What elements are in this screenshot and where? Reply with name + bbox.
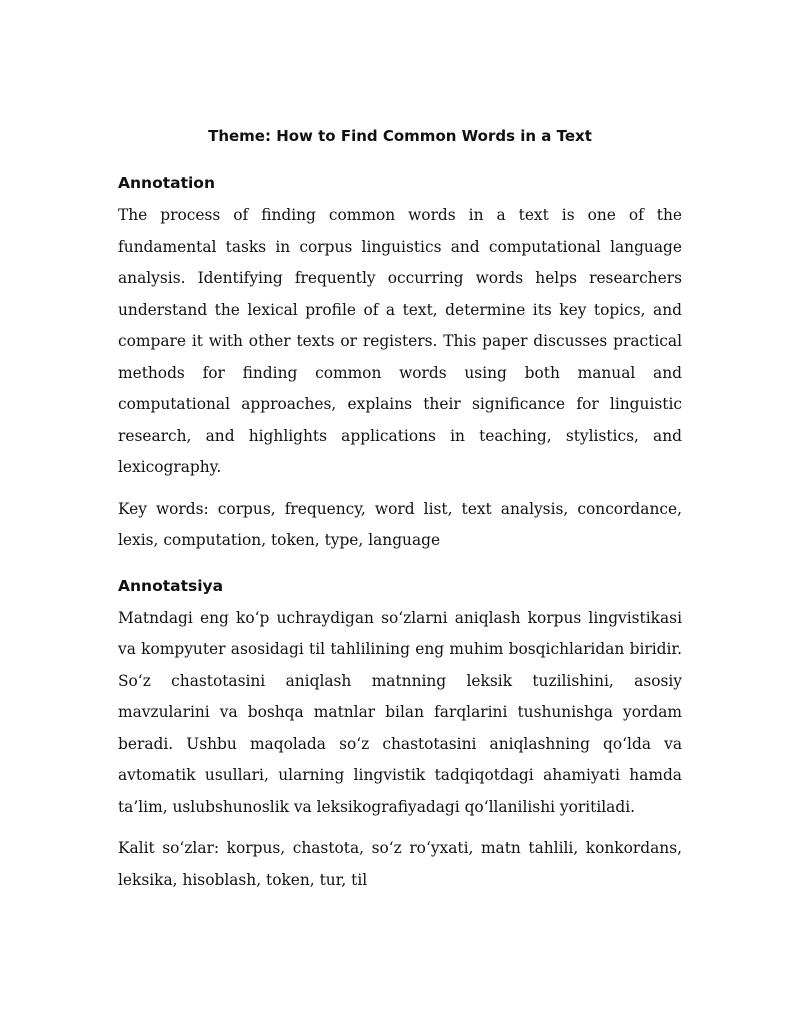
kalit-sozlar-line: Kalit so‘zlar: korpus, chastota, so‘z ro‘yxati, matn tahlili, konkordans, leksika, hisoblash, token, tur, til bbox=[118, 839, 682, 889]
english-annotation-section bbox=[118, 172, 682, 557]
annotatsiya-abstract: Matndagi eng ko‘p uchraydigan so‘zlarni aniqlash korpus lingvistikasi va kompyuter asosidagi til tahlilining eng muhim bosqichlaridan biridir. So‘z chastotasini aniqlash matnning leksik tuzilishini, asosiy mavzularini va boshqa matnlar bilan farqlarini tushunishga yordam beradi. Ushbu maqolada so‘z chastotasini aniqlashning qo‘lda va avtomatik usullari, ularning lingvistik tadqiqotdagi ahamiyati hamda ta’lim, uslubshunoslik va leksikografiyadagi qo‘llanilishi yoritiladi. bbox=[118, 608, 682, 816]
annotation-abstract: The process of finding common words in a text is one of the fundamental tasks in corpus linguistics and computational language analysis. Identifying frequently occurring words helps researchers understand the lexical profile of a text, determine its key topics, and compare it with other texts or registers. This paper discusses practical methods for finding common words using both manual and computational approaches, explains their significance for linguistic research, and highlights applications in teaching, stylistics, and lexicography. bbox=[118, 206, 682, 476]
uzbek-annotation-section bbox=[118, 575, 682, 897]
document-title: Theme: How to Find Common Words in a Text bbox=[208, 127, 592, 145]
annotatsiya-heading: Annotatsiya bbox=[118, 576, 224, 595]
document-content bbox=[118, 126, 682, 896]
annotation-heading: Annotation bbox=[118, 174, 215, 192]
keywords-line: Key words: corpus, frequency, word list, text analysis, concordance, lexis, computation, token, type, language bbox=[118, 499, 682, 549]
